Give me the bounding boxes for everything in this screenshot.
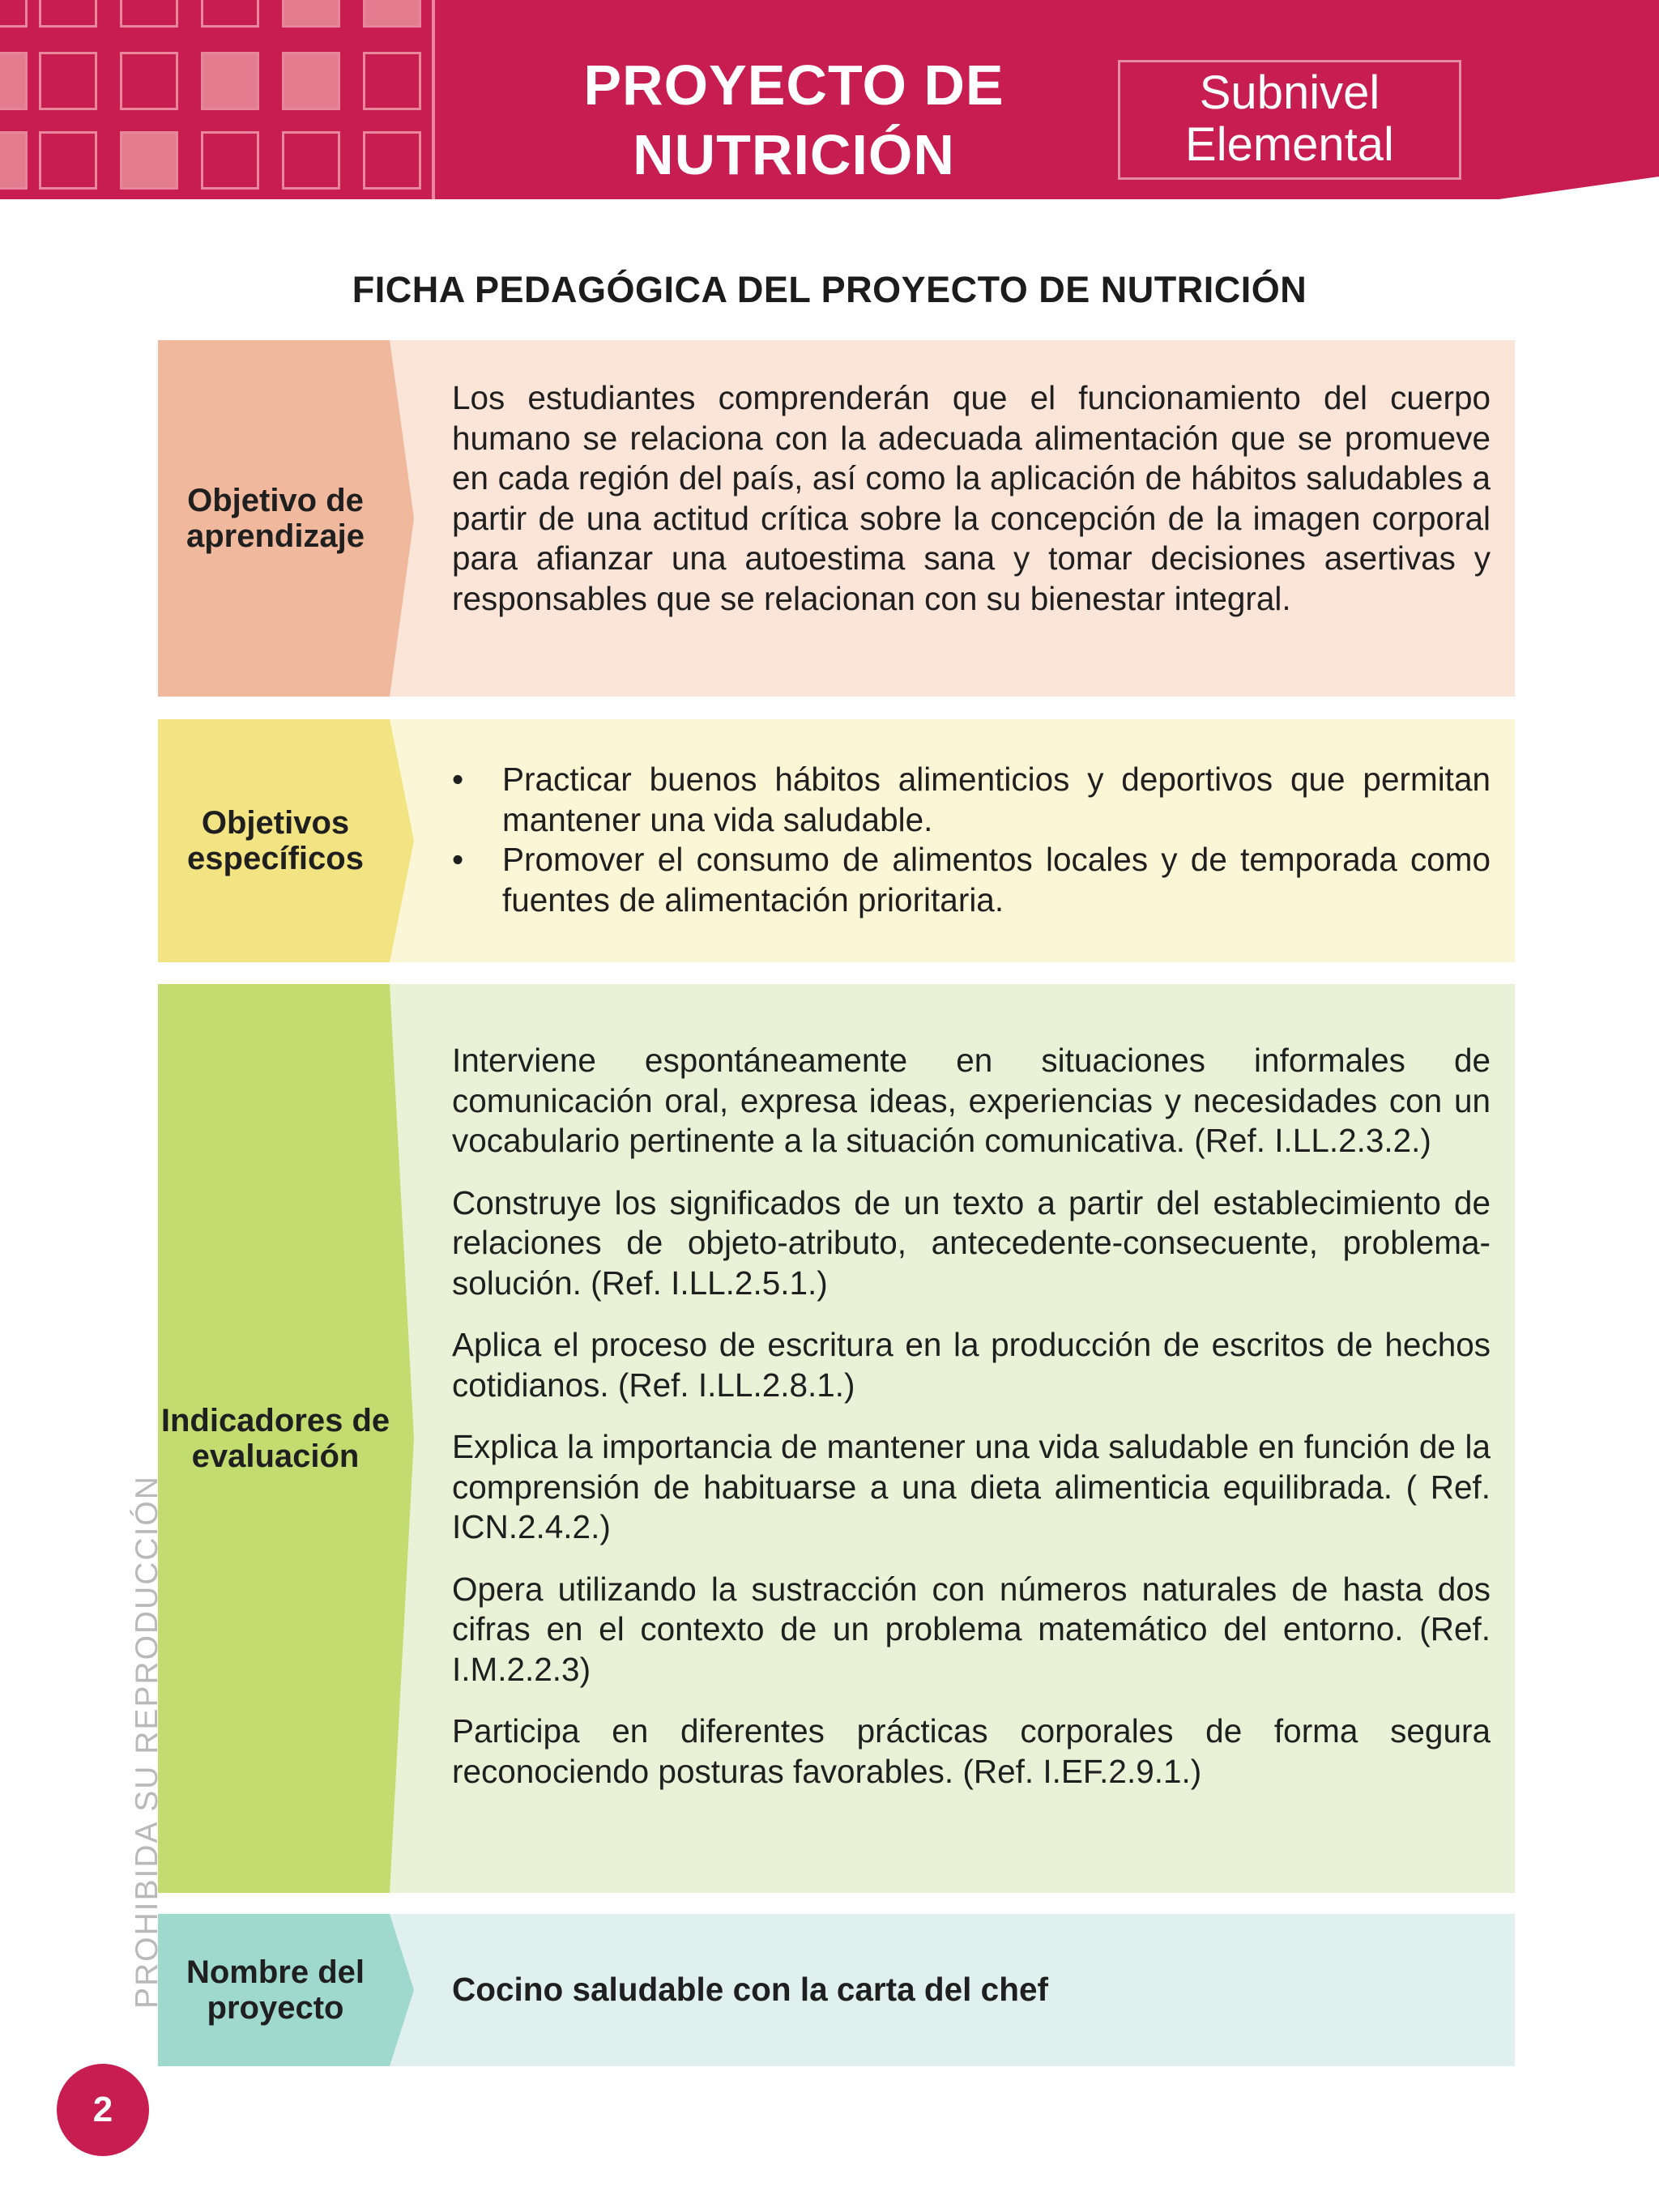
row-label-evaluation-indicators — [158, 984, 414, 1893]
section-heading: FICHA PEDAGÓGICA DEL PROYECTO DE NUTRICIÓN — [352, 269, 1307, 310]
list-item: Aplica el proceso de escritura en la producción de escritos de hechos cotidianos. (Ref. I.LL.2.8.1.) — [452, 1326, 1491, 1404]
page-title — [502, 50, 1085, 190]
header-corner-cut — [1465, 177, 1659, 204]
row-label-specific-objectives — [158, 719, 414, 962]
title-line-2: NUTRICIÓN — [633, 123, 955, 186]
list-item: • Practicar buenos hábitos alimenticios y deportivos que permitan mantener una vida saludable. — [452, 760, 1491, 840]
list-item: Explica la importancia de mantener una vida saludable en función de la comprensión de habituarse a una dieta alimenticia equilibrada. ( Ref. ICN.2.4.2.) — [452, 1428, 1491, 1545]
label-text: Objetivo de aprendizaje — [186, 483, 365, 554]
row-specific-objectives — [158, 719, 1515, 962]
list-item: Opera utilizando la sustracción con números naturales de hasta dos cifras en el contexto de un problema matemático del entorno. (Ref. I.M.2.2.3) — [452, 1570, 1491, 1688]
row-learning-objective — [158, 340, 1515, 697]
row-evaluation-indicators — [158, 984, 1515, 1893]
row-project-name — [158, 1914, 1515, 2066]
title-line-1: PROYECTO DE — [583, 53, 1004, 117]
label-text: Indicadores de evaluación — [160, 1403, 390, 1474]
row-label-learning-objective — [158, 340, 414, 697]
page-number: 2 — [57, 2064, 149, 2156]
specific-objectives-list — [452, 760, 1491, 920]
decorative-pattern — [0, 0, 436, 199]
label-text: Nombre del proyecto — [186, 1954, 365, 2026]
reproduction-notice: PROHIBIDA SU REPRODUCCIÓN — [130, 1475, 164, 2009]
label-text: Objetivos específicos — [187, 805, 364, 876]
level-line-1: Subnivel — [1199, 66, 1380, 119]
header-banner — [0, 0, 1659, 202]
learning-objective-text: Los estudiantes comprenderán que el funcionamiento del cuerpo humano se relaciona con la adecuada alimentación que se promueve en cada región del país, así como la aplicación de hábitos saludables a partir de una actitud crítica sobre la concepción de la imagen corporal para afianzar una autoestima sana y tomar decisiones asertivas y responsables que se relacionan con su bienestar integral. — [452, 379, 1491, 617]
list-item: Construye los significados de un texto a partir del establecimiento de relaciones de objeto-atributo, antecedente-consecuente, problema-solución. (Ref. I.LL.2.5.1.) — [452, 1183, 1491, 1302]
list-item: Participa en diferentes prácticas corporales de forma segura reconociendo posturas favorables. (Ref. I.EF.2.9.1.) — [452, 1712, 1491, 1790]
project-name-text — [452, 1914, 1491, 2066]
project-name-value: Cocino saludable con la carta del chef — [452, 1971, 1048, 2009]
list-item: • Promover el consumo de alimentos locales y de temporada como fuentes de alimentación prioritaria. — [452, 840, 1491, 920]
level-line-2: Elemental — [1185, 118, 1394, 171]
level-box — [1118, 60, 1461, 180]
row-label-project-name — [158, 1914, 414, 2066]
evaluation-indicators-list — [452, 1041, 1491, 1813]
list-item: Interviene espontáneamente en situaciones informales de comunicación oral, expresa ideas, experiencias y necesidades con un vocabulario pertinente a la situación comunicativa. (Ref. I.LL.2.3.2.) — [452, 1042, 1491, 1159]
